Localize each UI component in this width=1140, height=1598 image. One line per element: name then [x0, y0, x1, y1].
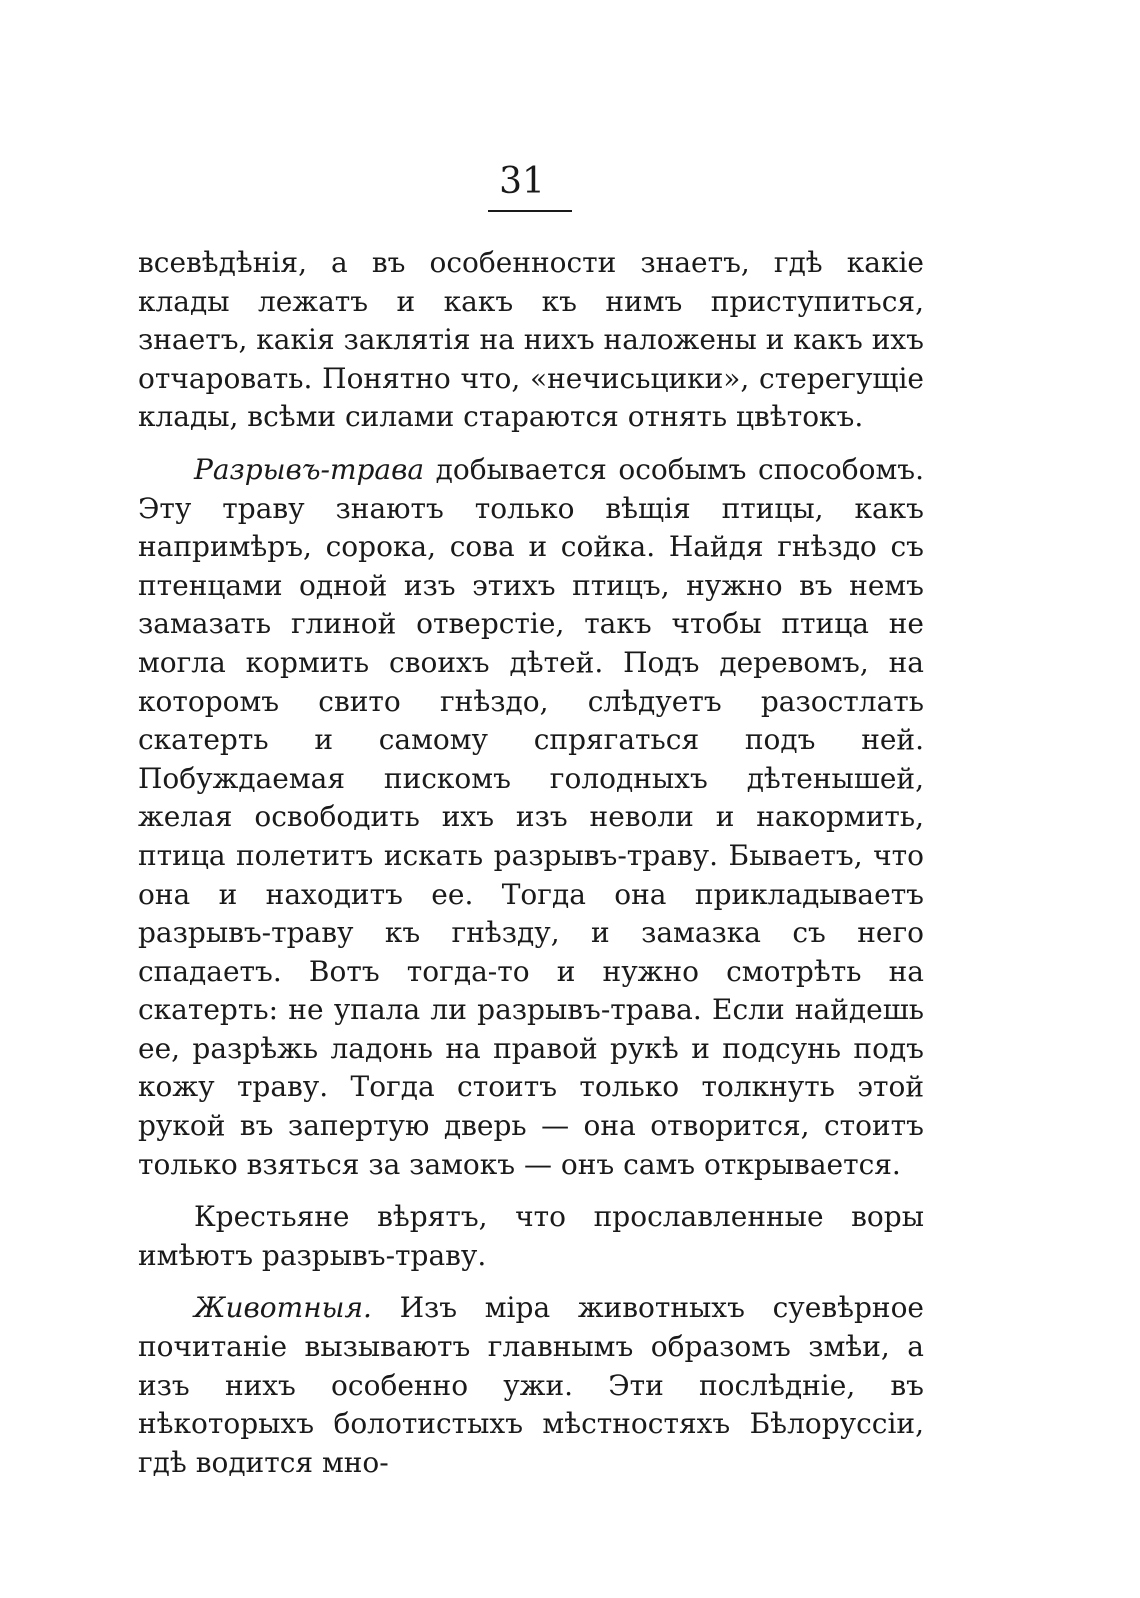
paragraph-razryv-trava [138, 451, 924, 1184]
paragraph-continuation [138, 244, 924, 437]
page-number: 31 [499, 161, 545, 202]
lead-term: Животныя. [194, 1291, 372, 1325]
paragraph-text: Крестьяне вѣрятъ, что прославленные воры имѣютъ разрывъ-траву. [138, 1200, 924, 1272]
text-body [138, 244, 924, 1482]
paragraph-animals [138, 1289, 924, 1482]
page-number-rule [488, 210, 572, 212]
paragraph-text: Изъ міра животныхъ суевѣрное почитаніе вызываютъ главнымъ образомъ змѣи, а изъ нихъ особенно ужи. Эти послѣдніе, въ нѣкоторыхъ болотистыхъ мѣстностяхъ Бѣлоруссіи, гдѣ водится мно- [138, 1291, 924, 1479]
paragraph-text: добывается особымъ способомъ. Эту траву знаютъ только вѣщія птицы, какъ напримѣръ, сорока, сова и сойка. Найдя гнѣздо съ птенцами одной изъ этихъ птицъ, нужно въ немъ замазать глиной отверстіе, такъ чтобы птица не могла кормить своихъ дѣтей. Подъ деревомъ, на которомъ свито гнѣздо, слѣдуетъ разостлать скатерть и самому спрягаться подъ ней. Побуждаемая пискомъ голодныхъ дѣтенышей, желая освободить ихъ изъ неволи и накормить, птица полетитъ искать разрывъ-траву. Бываетъ, что она и находитъ ее. Тогда она прикладываетъ разрывъ-траву къ гнѣзду, и замазка съ него спадаетъ. Вотъ тогда-то и нужно смотрѣть на скатерть: не упала ли разрывъ-трава. Если найдешь ее, разрѣжь ладонь на правой рукѣ и подсунь подъ кожу траву. Тогда стоитъ только толкнуть этой рукой въ запертую дверь — она отворится, стоитъ только взяться за замокъ — онъ самъ открывается. [138, 452, 924, 1181]
lead-term: Разрывъ-трава [194, 452, 425, 486]
paragraph-peasants [138, 1198, 924, 1275]
paragraph-text: всевѣдѣнія, а въ особенности знаетъ, гдѣ какіе клады лежатъ и какъ къ нимъ приступиться, знаетъ, какія заклятія на нихъ наложены и какъ ихъ отчаровать. Понятно что, «нечисьцики», стерегущіе клады, всѣми силами стараются отнять цвѣтокъ. [138, 246, 924, 434]
